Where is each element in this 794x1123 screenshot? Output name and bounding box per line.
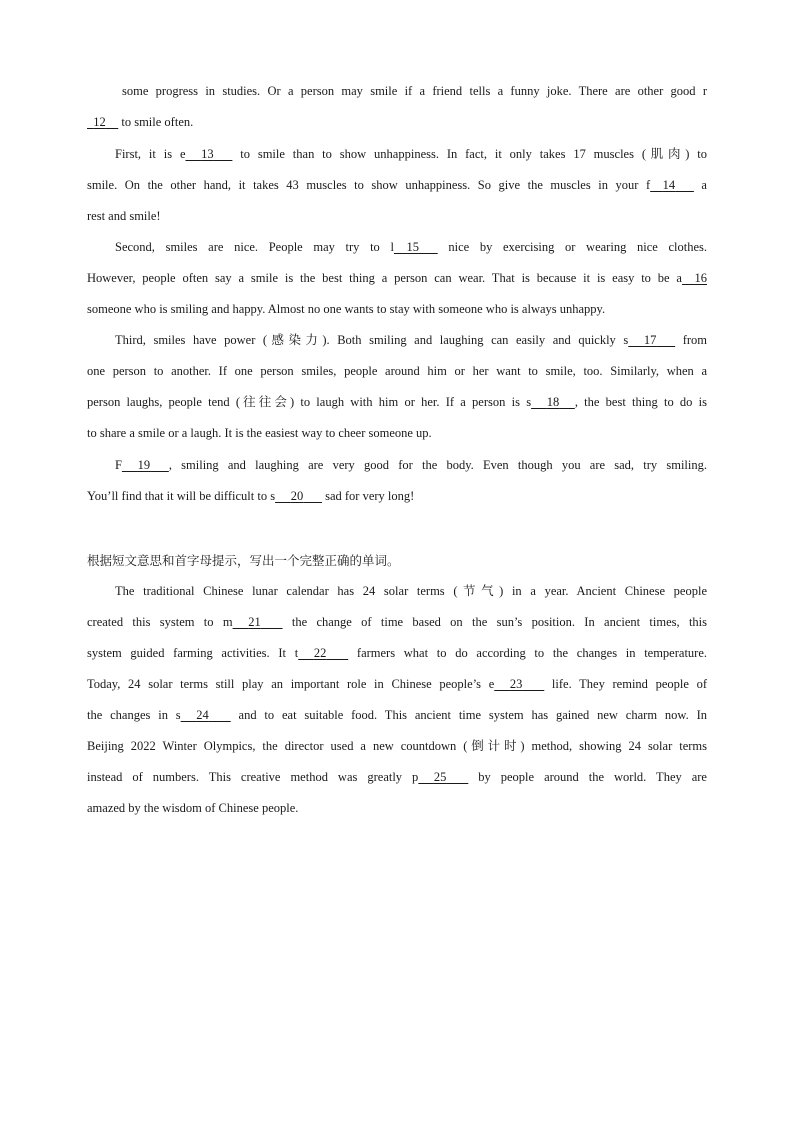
blank-15[interactable]: 15 — [406, 240, 419, 254]
text-segment: and to eat suitable food. This ancient time system has gained new charm now. In — [230, 708, 707, 722]
text-line — [87, 170, 707, 201]
text-segment: life. They remind people of — [544, 677, 707, 691]
text-line — [87, 139, 707, 170]
text-segment: However, people often say a smile is the best thing a person can wear. That is because it is easy to be a — [87, 271, 682, 285]
text-segment: person laughs, people tend (往往会) to laugh with him or her. If a person is s — [87, 395, 532, 409]
text-line — [87, 325, 707, 356]
blank-23[interactable]: 23 — [509, 677, 523, 691]
text-line — [87, 387, 707, 418]
text-line — [87, 481, 707, 512]
paragraph-continuation — [87, 76, 707, 138]
text-line — [87, 232, 707, 263]
text-line — [87, 762, 707, 793]
text-line — [87, 107, 707, 138]
text-line — [87, 700, 707, 731]
text-segment: rest and smile! — [87, 209, 161, 223]
text-line — [87, 576, 707, 607]
text-segment: someone who is smiling and happy. Almost no one wants to stay with someone who is always unhappy. — [87, 302, 606, 316]
text-segment: system guided farming activities. It t — [87, 646, 299, 660]
text-segment: instead of numbers. This creative method was greatly p — [87, 770, 419, 784]
text-segment: to smile than to show unhappiness. In fact, it only takes 17 muscles (肌肉) to — [232, 147, 707, 161]
blank-12[interactable]: 12 — [93, 115, 106, 129]
text-segment: , smiling and laughing are very good for the body. Even though you are sad, try smiling. — [168, 458, 707, 472]
text-segment: by people around the world. They are — [468, 770, 707, 784]
text-segment: created this system to m — [87, 615, 233, 629]
text-segment: Third, smiles have power (感染力). Both smiling and laughing can easily and quickly s — [115, 333, 629, 347]
text-line — [87, 356, 707, 387]
text-line — [87, 638, 707, 669]
blank-24[interactable]: 24 — [196, 708, 209, 722]
text-line — [87, 201, 707, 232]
paragraph-first — [87, 139, 707, 232]
text-segment: The traditional Chinese lunar calendar has 24 solar terms (节气) in a year. Ancient Chinese people — [115, 584, 707, 598]
blank-19[interactable]: 19 — [137, 458, 151, 472]
text-line — [87, 450, 707, 481]
text-segment: some progress in studies. Or a person may smile if a friend tells a funny joke. There are other good r — [122, 84, 707, 98]
text-segment: one person to another. If one person smiles, people around him or her want to smile, too. Similarly, when a — [87, 364, 707, 378]
blank-21[interactable]: 21 — [248, 615, 261, 629]
text-segment: the change of time based on the sun’s position. In ancient times, this — [282, 615, 708, 629]
blank-22[interactable]: 22 — [313, 646, 327, 660]
text-segment: You’ll find that it will be difficult to s — [87, 489, 276, 503]
paragraph-third — [87, 325, 707, 449]
blank-18[interactable]: 18 — [546, 395, 560, 409]
blank-16[interactable]: 16 — [694, 271, 707, 285]
paragraph-fourth — [87, 450, 707, 512]
text-segment: nice by exercising or wearing nice clothes. — [437, 240, 707, 254]
text-segment: sad for very long! — [321, 489, 415, 503]
text-segment: smile. On the other hand, it takes 43 muscles to show unhappiness. So give the muscles in your f — [87, 178, 651, 192]
text-segment: F — [115, 458, 122, 472]
text-line — [87, 263, 707, 294]
text-segment: to smile often. — [118, 115, 194, 129]
text-line — [87, 76, 707, 107]
blank-17[interactable]: 17 — [643, 333, 657, 347]
blank-13[interactable]: 13 — [201, 147, 214, 161]
text-segment: to share a smile or a laugh. It is the easiest way to cheer someone up. — [87, 426, 432, 440]
text-line — [87, 669, 707, 700]
section-instruction: 根据短文意思和首字母提示，写出一个完整正确的单词。 — [87, 553, 400, 568]
text-segment: First, it is e — [115, 147, 186, 161]
text-line — [87, 607, 707, 638]
blank-20[interactable]: 20 — [290, 489, 304, 503]
text-line — [87, 731, 707, 762]
paragraph-solar-terms — [87, 576, 707, 824]
text-segment: farmers what to do according to the changes in temperature. — [348, 646, 708, 660]
blank-14[interactable]: 14 — [662, 178, 676, 192]
text-line — [87, 294, 707, 325]
text-segment: a — [693, 178, 707, 192]
blank-25[interactable]: 25 — [433, 770, 447, 784]
text-segment: Beijing 2022 Winter Olympics, the director used a new countdown (倒计时) method, showing 24 solar terms — [87, 739, 707, 753]
text-segment: from — [675, 333, 707, 347]
text-segment: amazed by the wisdom of Chinese people. — [87, 801, 299, 815]
text-segment: the changes in s — [87, 708, 181, 722]
paragraph-second — [87, 232, 707, 325]
text-segment: , the best thing to do is — [574, 395, 707, 409]
text-segment: Today, 24 solar terms still play an important role in Chinese people’s e — [87, 677, 495, 691]
text-line — [87, 418, 707, 449]
text-segment: Second, smiles are nice. People may try to l — [115, 240, 394, 254]
text-line — [87, 793, 707, 824]
